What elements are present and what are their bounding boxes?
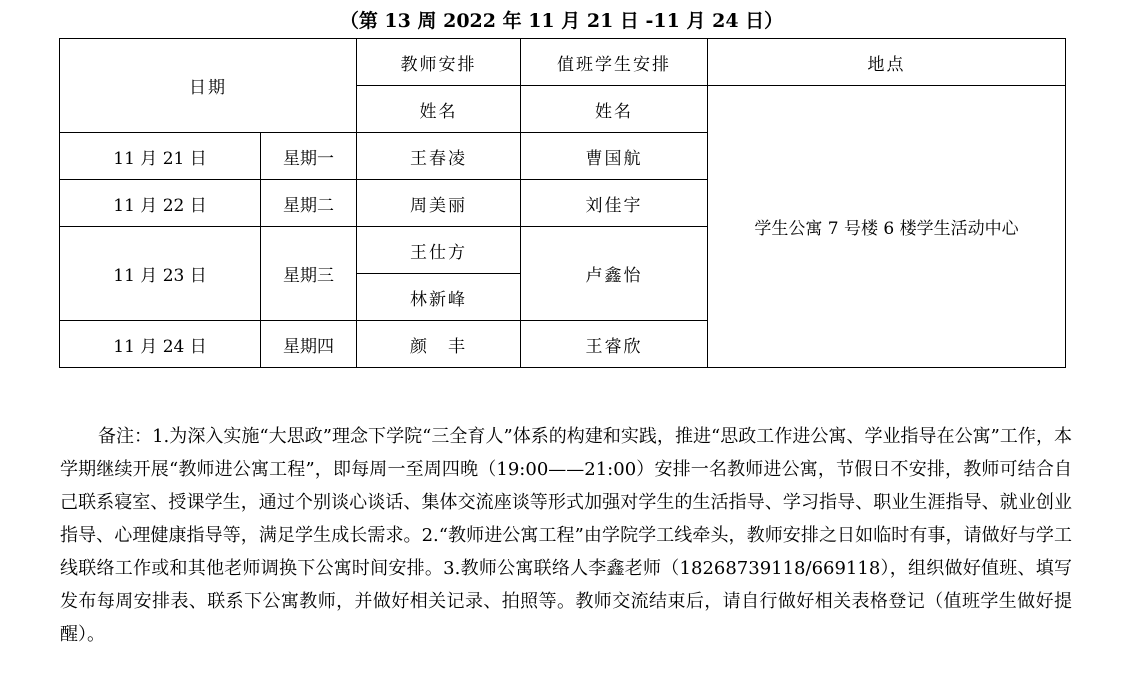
remarks-paragraph: 备注：1.为深入实施“大思政”理念下学院“三全育人”体系的构建和实践，推进“思政工作进公寓、学业指导在公寓”工作，本学期继续开展“教师进公寓工程”，即每周一至周四晚（19:00——21:00）安排一名教师进公寓，节假日不安排，教师可结合自己联系寝室、授课学生，通过个别谈心谈话、集体交流座谈等形式加强对学生的生活指导、学习指导、职业生涯指导、就业创业指导、心理健康指导等，满足学生成长需求。2.“教师进公寓工程”由学院学工线牵头，教师安排之日如临时有事，请做好与学工线联络工作或和其他老师调换下公寓时间安排。3.教师公寓联络人李鑫老师（18268739118/669118），组织做好值班、填写发布每周安排表、联系下公寓教师，并做好相关记录、拍照等。教师交流结束后，请自行做好相关表格登记（值班学生做好提醒）。 — [60, 426, 1072, 645]
row-teacher: 王仕方 — [357, 227, 521, 274]
row-student: 王睿欣 — [521, 321, 708, 368]
row-date: 11 月 21 日 — [60, 133, 261, 180]
row-date: 11 月 24 日 — [60, 321, 261, 368]
row-date: 11 月 22 日 — [60, 180, 261, 227]
header-teacher: 教师安排 — [357, 39, 521, 86]
schedule-title: （第 13 周 2022 年 11 月 21 日 -11 月 24 日） — [339, 10, 784, 32]
header-date: 日期 — [60, 39, 357, 133]
row-weekday: 星期二 — [261, 180, 357, 227]
header-student: 值班学生安排 — [521, 39, 708, 86]
row-teacher: 颜 丰 — [357, 321, 521, 368]
header-student-name: 姓名 — [521, 86, 708, 133]
row-weekday: 星期一 — [261, 133, 357, 180]
row-date: 11 月 23 日 — [60, 227, 261, 321]
row-teacher: 王春凌 — [357, 133, 521, 180]
duty-schedule-table — [59, 38, 1066, 368]
row-teacher: 周美丽 — [357, 180, 521, 227]
row-weekday: 星期三 — [261, 227, 357, 321]
row-student: 曹国航 — [521, 133, 708, 180]
location-cell: 学生公寓 7 号楼 6 楼学生活动中心 — [708, 86, 1066, 368]
header-location: 地点 — [708, 39, 1066, 86]
row-student: 刘佳宇 — [521, 180, 708, 227]
row-weekday: 星期四 — [261, 321, 357, 368]
row-teacher: 林新峰 — [357, 274, 521, 321]
row-student: 卢鑫怡 — [521, 227, 708, 321]
table-header-row — [60, 39, 1066, 86]
header-teacher-name: 姓名 — [357, 86, 521, 133]
